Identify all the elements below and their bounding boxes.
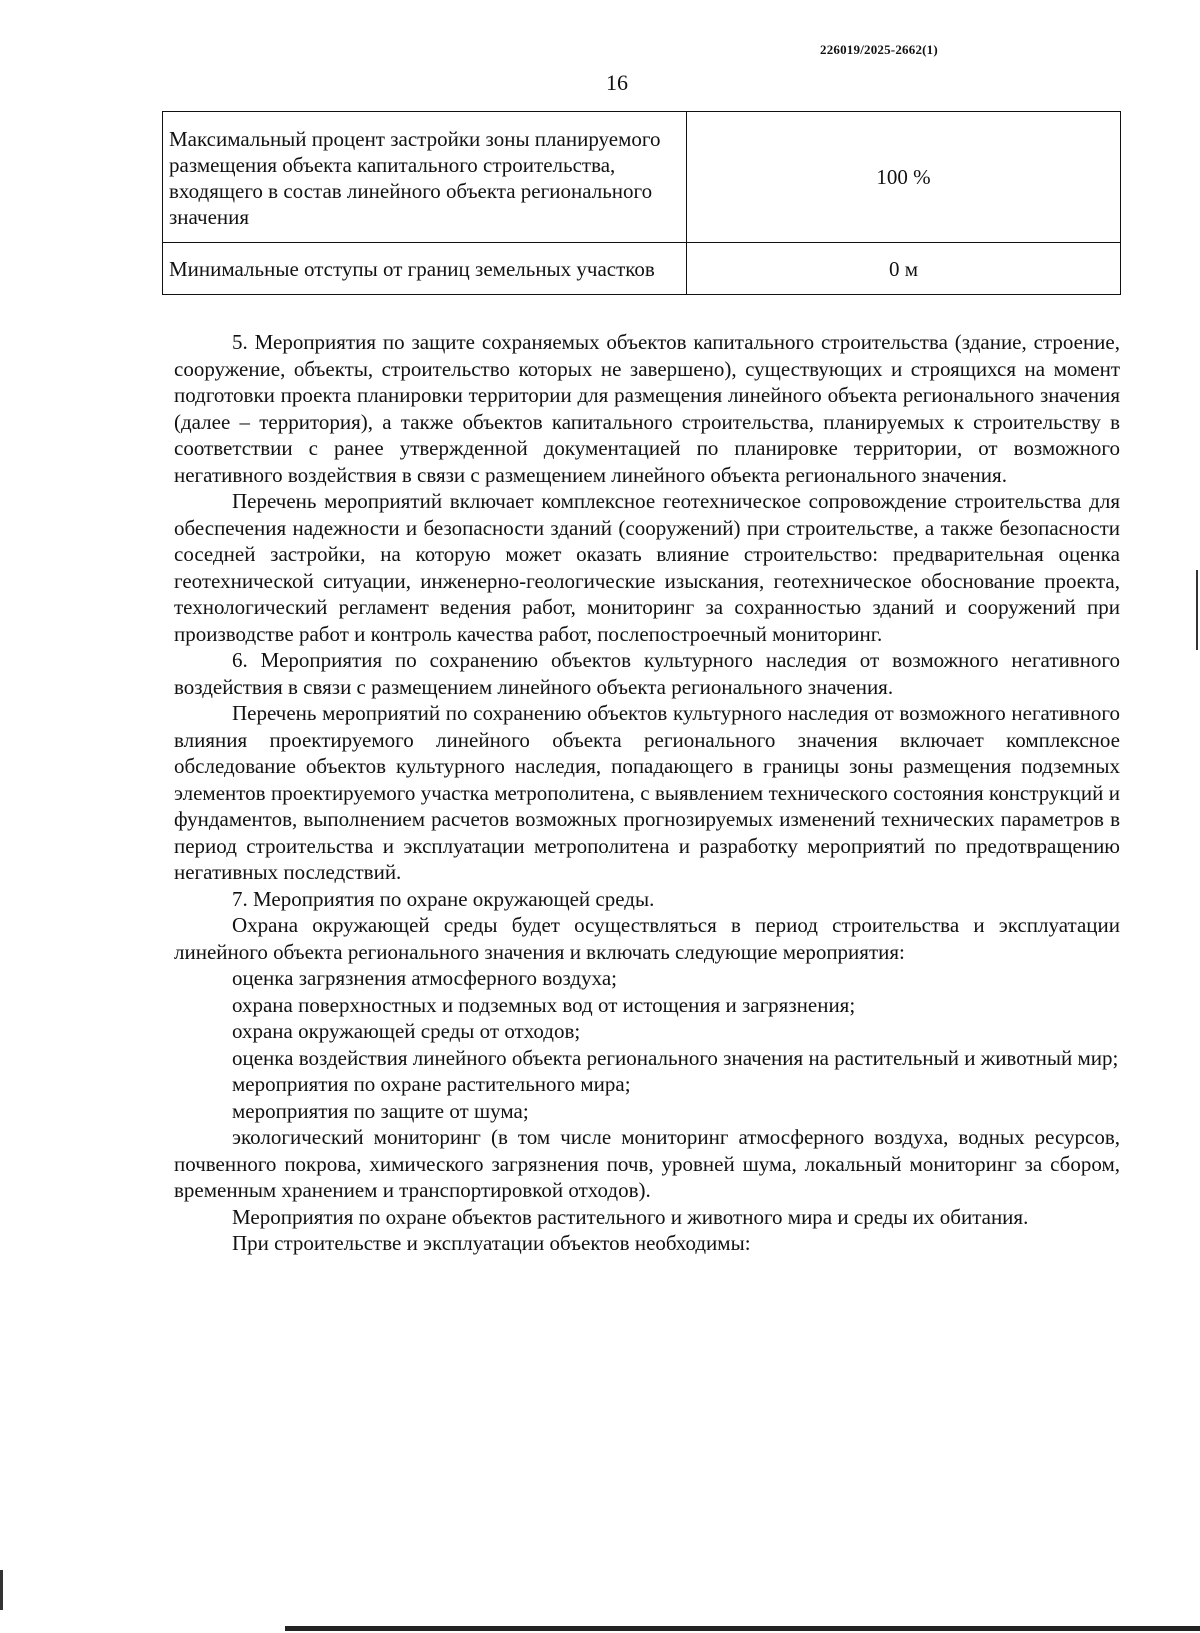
section-heading: 5. Мероприятия по защите сохраняемых объектов капитального строительства (здание, строение, сооружение, объекты, строительство которых не завершено), существующих и строящихся на момент подготовки проекта планировки территории для размещения линейного объекта регионального значения (далее – территория), а также объектов капитального строительства, планируемых к строительству в соответствии с ранее утвержденной документацией по планировке территории, от возможного негативного воздействия в связи с размещением линейного объекта регионального значения. [174, 330, 1120, 487]
table-cell-value: 100 % [687, 112, 1121, 243]
list-item: оценка загрязнения атмосферного воздуха; [232, 966, 617, 990]
page-number: 16 [606, 70, 628, 95]
section-heading: 7. Мероприятия по охране окружающей среды. [232, 886, 655, 911]
section-heading: 6. Мероприятия по сохранению объектов культурного наследия от возможного негативного воздействия в связи с размещением линейного объекта регионального значения. [174, 648, 1120, 699]
scan-edge-mark [0, 1570, 3, 1610]
document-body [174, 329, 1120, 1257]
list-item: охрана поверхностных и подземных вод от истощения и загрязнения; [232, 992, 856, 1017]
paragraph: Перечень мероприятий по сохранению объектов культурного наследия от возможного негативного влияния проектируемого линейного объекта регионального значения включает комплексное обследование объектов культурного наследия, попадающего в границы зоны размещения подземных элементов проектируемого участка метрополитена, с выявлением технического состояния конструкций и фундаментов, выполнением расчетов возможных прогнозируемых изменений технических параметров в период строительства и эксплуатации метрополитена и разработку мероприятий по предотвращению негативных последствий. [174, 701, 1120, 884]
registration-number: 226019/2025-2662(1) [820, 42, 938, 57]
table-cell-label: Минимальные отступы от границ земельных участков [163, 243, 687, 295]
parameters-table [162, 111, 1121, 295]
paragraph: При строительстве и эксплуатации объектов необходимы: [232, 1231, 751, 1255]
list-item: охрана окружающей среды от отходов; [232, 1019, 581, 1043]
table-row [163, 243, 1121, 295]
paragraph: Охрана окружающей среды будет осуществляться в период строительства и эксплуатации линейного объекта регионального значения и включать следующие мероприятия: [174, 913, 1120, 964]
scan-bottom-edge [285, 1626, 1200, 1631]
list-item: оценка воздействия линейного объекта регионального значения на растительный и животный мир; [232, 1045, 1119, 1070]
table-row [163, 112, 1121, 243]
list-item: мероприятия по защите от шума; [232, 1098, 529, 1123]
paragraph: Перечень мероприятий включает комплексное геотехническое сопровождение строительства для обеспечения надежности и безопасности зданий (сооружений) при строительстве, а также безопасности соседней застройки, на которую может оказать влияние строительство: предварительная оценка геотехнической ситуации, инженерно-геологические изыскания, геотехническое обоснование проекта, технологический регламент ведения работ, мониторинг за сохранностью зданий и сооружений при производстве работ и контроль качества работ, послепостроечный мониторинг. [174, 489, 1120, 646]
paragraph: Мероприятия по охране объектов растительного и животного мира и среды их обитания. [232, 1204, 1029, 1229]
list-item: мероприятия по охране растительного мира; [232, 1072, 631, 1096]
table-cell-label: Максимальный процент застройки зоны планируемого размещения объекта капитального строительства, входящего в состав линейного объекта регионального значения [163, 112, 687, 243]
scan-edge-mark [1196, 570, 1198, 650]
table-cell-value: 0 м [687, 243, 1121, 295]
list-item: экологический мониторинг (в том числе мониторинг атмосферного воздуха, водных ресурсов, почвенного покрова, химического загрязнения почв, уровней шума, локальный мониторинг за сбором, временным хранением и транспортировкой отходов). [174, 1125, 1120, 1202]
